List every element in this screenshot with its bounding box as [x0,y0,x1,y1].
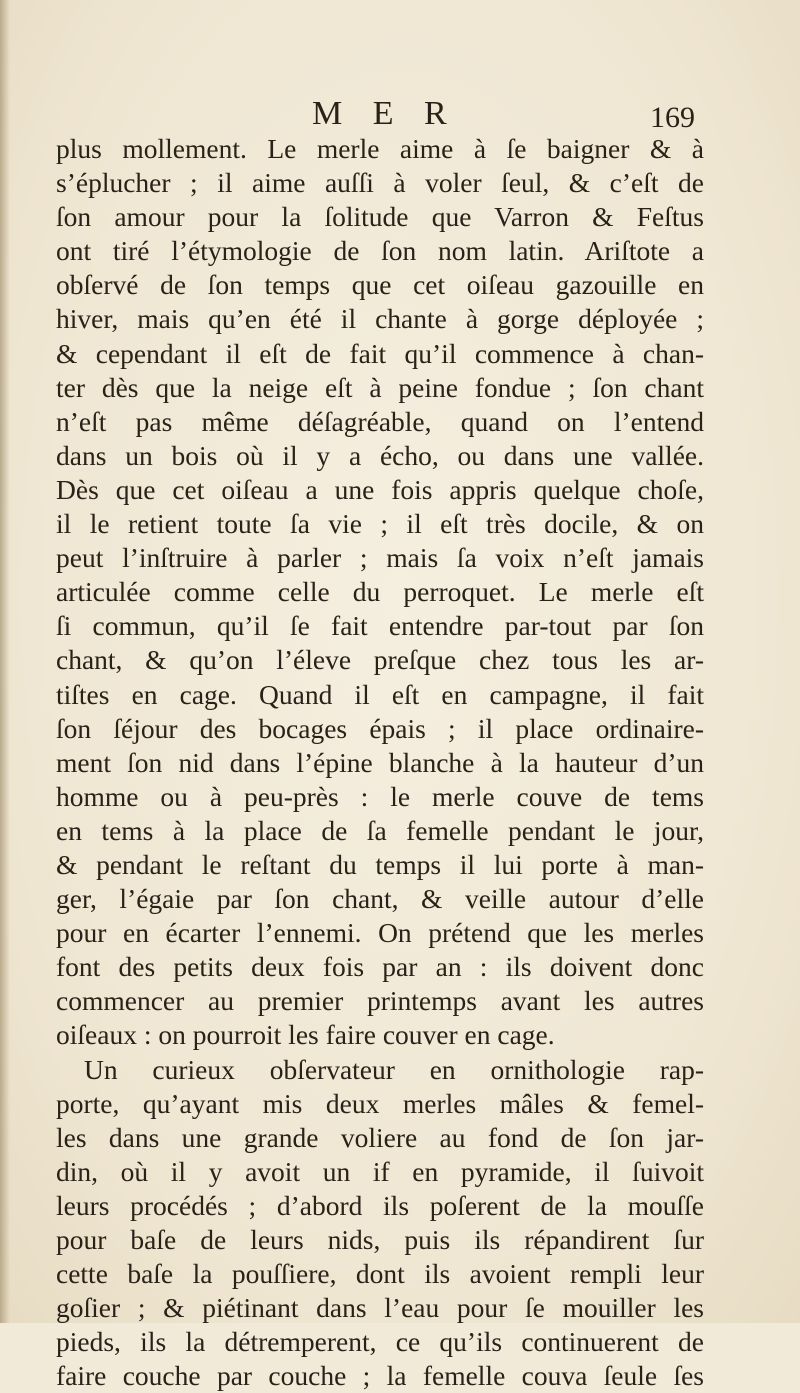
text-line: tiſtes en cage. Quand il eſt en campagne, il fait [56,678,704,710]
text-line: Dès que cet oiſeau a une fois appris quelque choſe, [56,473,704,505]
text-line: goſier ; & piétinant dans l’eau pour ſe mouiller les [56,1292,704,1324]
text-line: articulée comme celle du perroquet. Le merle eſt [56,576,704,608]
text-line: ter dès que la neige eſt à peine fondue ; ſon chant [56,371,704,403]
text-line: ger, l’égaie par ſon chant, & veille autour d’elle [56,883,704,915]
text-line: & cependant il eſt de fait qu’il commence à chan- [56,337,704,369]
text-line: leurs procédés ; d’abord ils poſerent de la mouſſe [56,1189,704,1221]
text-line: ſi commun, qu’il ſe fait entendre par-tout par ſon [56,610,704,642]
text-line: din, où il y avoit un if en pyramide, il ſuivoit [56,1155,704,1187]
text-line: & pendant le reſtant du temps il lui porte à man- [56,848,704,880]
text-line: pour en écarter l’ennemi. On prétend que les merles [56,917,704,949]
text-line: porte, qu’ayant mis deux merles mâles & femel- [56,1087,704,1119]
text-line: peut l’inſtruire à parler ; mais ſa voix n’eſt jamais [56,542,704,574]
text-line: pour baſe de leurs nids, puis ils répandirent ſur [56,1224,704,1255]
text-line: chant, & qu’on l’éleve preſque chez tous les ar- [56,644,704,676]
text-line: faire couche par couche ; la femelle couva ſeule ſes [56,1360,704,1392]
text-line: obſervé de ſon temps que cet oiſeau gazouille en [56,269,704,301]
text-line: hiver, mais qu’en été il chante à gorge déployée ; [56,303,704,335]
running-title: M E R [312,95,458,132]
text-line: oiſeaux : on pourroit les faire couver en cage. [56,1019,555,1051]
text-line: n’eſt pas même déſagréable, quand on l’entend [56,405,704,437]
page-header [0,94,800,134]
page-edge-shadow [0,0,10,1323]
text-line: ſon ſéjour des bocages épais ; il place ordinaire- [56,712,704,744]
text-line: homme ou à peu-près : le merle couve de tems [56,780,704,812]
text-line: dans un bois où il y a écho, ou dans une vallée. [56,439,704,471]
text-line: plus mollement. Le merle aime à ſe baigner & à [56,133,704,164]
body-text [56,132,704,1393]
text-line: s’éplucher ; il aime auſſi à voler ſeul, & c’eſt de [56,167,704,199]
text-line: en tems à la place de ſa femelle pendant le jour, [56,814,704,846]
text-line: cette baſe la pouſſiere, dont ils avoient rempli leur [56,1258,704,1290]
text-line: Un curieux obſervateur en ornithologie rap- [84,1053,704,1085]
text-line: les dans une grande voliere au fond de ſon jar- [56,1121,704,1153]
text-line: ſon amour pour la ſolitude que Varron & Feſtus [56,201,704,233]
text-line: font des petits deux fois par an : ils doivent donc [56,951,704,983]
text-line: il le retient toute ſa vie ; il eſt très docile, & on [56,508,704,540]
page-number: 169 [650,101,695,134]
text-line: pieds, ils la détremperent, ce qu’ils continuerent de [56,1326,704,1358]
text-line: ont tiré l’étymologie de ſon nom latin. Ariſtote a [56,235,704,267]
text-line: commencer au premier printemps avant les autres [56,985,704,1017]
text-line: ment ſon nid dans l’épine blanche à la hauteur d’un [56,746,704,778]
